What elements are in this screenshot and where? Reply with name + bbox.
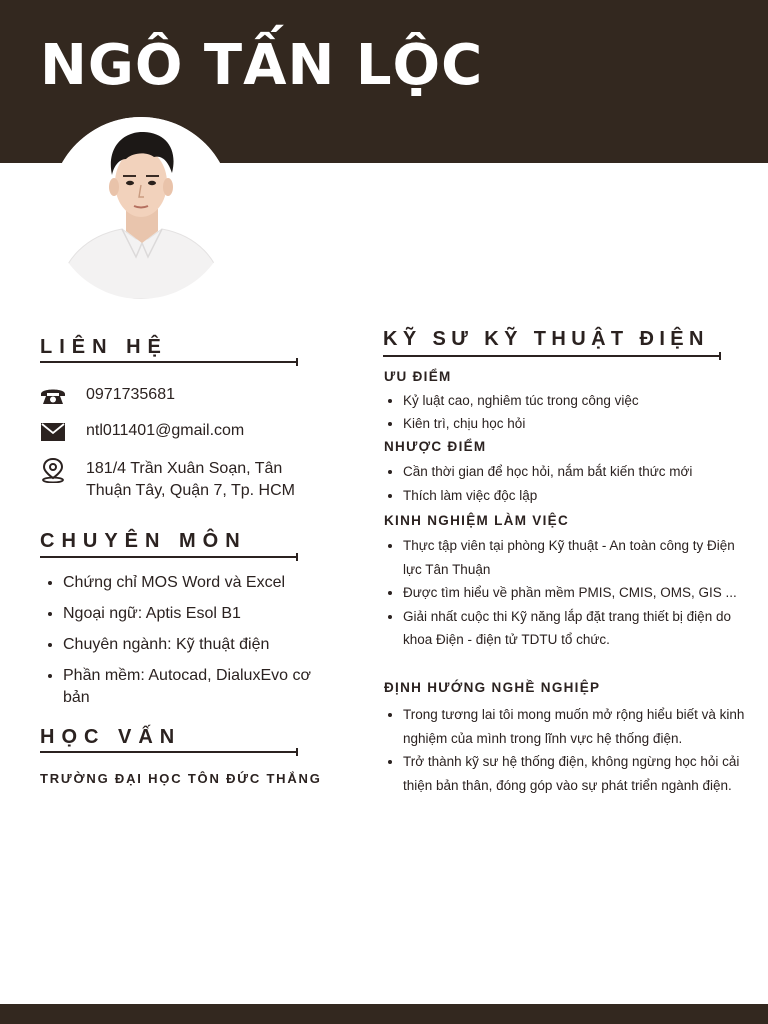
- career-title: ĐỊNH HƯỚNG NGHỀ NGHIỆP: [384, 680, 601, 695]
- list-item: • Ngoại ngữ: Aptis Esol B1: [63, 603, 333, 625]
- list-item: • Trong tương lai tôi mong muốn mở rộng hiểu biết và kinh nghiệm của mình trong lĩnh vực hệ thống điện.: [403, 703, 753, 750]
- strengths-title: ƯU ĐIỂM: [384, 369, 452, 384]
- footer-band: [0, 1004, 768, 1024]
- list-item: • Được tìm hiểu về phần mềm PMIS, CMIS, OMS, GIS ...: [403, 581, 753, 605]
- position-rule: [383, 355, 721, 357]
- list-item: • Trở thành kỹ sư hệ thống điện, không ngừng học hỏi cải thiện bản thân, đóng góp vào sự phát triển ngành điện.: [403, 750, 753, 797]
- mail-icon: [40, 420, 66, 444]
- experience-list: [384, 534, 753, 652]
- contact-email: ntl011401@gmail.com: [86, 422, 245, 439]
- weaknesses-title: NHƯỢC ĐIỂM: [384, 439, 487, 454]
- list-item: • Chứng chỉ MOS Word và Excel: [63, 572, 333, 594]
- skills-section-title: CHUYÊN MÔN: [40, 530, 247, 552]
- list-item: • Kiên trì, chịu học hỏi: [403, 412, 753, 435]
- position-title: KỸ SƯ KỸ THUẬT ĐIỆN: [383, 328, 709, 350]
- contact-section-title: LIÊN HỆ: [40, 336, 168, 358]
- skills-list: [40, 572, 333, 718]
- list-item: • Kỷ luật cao, nghiêm túc trong công việc: [403, 389, 753, 412]
- contact-phone-row: [40, 384, 316, 408]
- contact-address: 181/4 Trần Xuân Soạn, Tân Thuận Tây, Quận 7, Tp. HCM: [86, 460, 295, 499]
- strengths-list: [384, 389, 753, 435]
- location-pin-icon: [40, 458, 66, 482]
- list-item: • Chuyên ngành: Kỹ thuật điện: [63, 634, 333, 656]
- list-item: • Thực tập viên tại phòng Kỹ thuật - An toàn công ty Điện lực Tân Thuận: [403, 534, 753, 581]
- phone-icon: [40, 384, 66, 408]
- list-item: • Cần thời gian để học hỏi, nắm bắt kiến thức mới: [403, 460, 753, 484]
- list-item: • Thích làm việc độc lập: [403, 484, 753, 508]
- profile-photo: [50, 117, 232, 299]
- education-section-title: HỌC VẤN: [40, 726, 182, 748]
- career-list: [384, 703, 753, 797]
- contact-phone: 0971735681: [86, 386, 175, 403]
- contact-email-row: [40, 420, 316, 444]
- list-item: • Giải nhất cuộc thi Kỹ năng lắp đặt trang thiết bị điện do khoa Điện - điện tử TDTU tổ chức.: [403, 605, 753, 652]
- person-name: NGÔ TẤN LỘC: [40, 33, 484, 98]
- skills-section-rule: [40, 556, 298, 558]
- contact-address-row: [40, 458, 316, 502]
- avatar-illustration: [50, 117, 232, 299]
- list-item: • Phần mềm: Autocad, DialuxEvo cơ bản: [63, 665, 333, 709]
- school-name: TRƯỜNG ĐẠI HỌC TÔN ĐỨC THẮNG: [40, 771, 322, 786]
- contact-section-rule: [40, 361, 298, 363]
- weaknesses-list: [384, 460, 753, 508]
- education-section-rule: [40, 751, 298, 753]
- experience-title: KINH NGHIỆM LÀM VIỆC: [384, 513, 570, 528]
